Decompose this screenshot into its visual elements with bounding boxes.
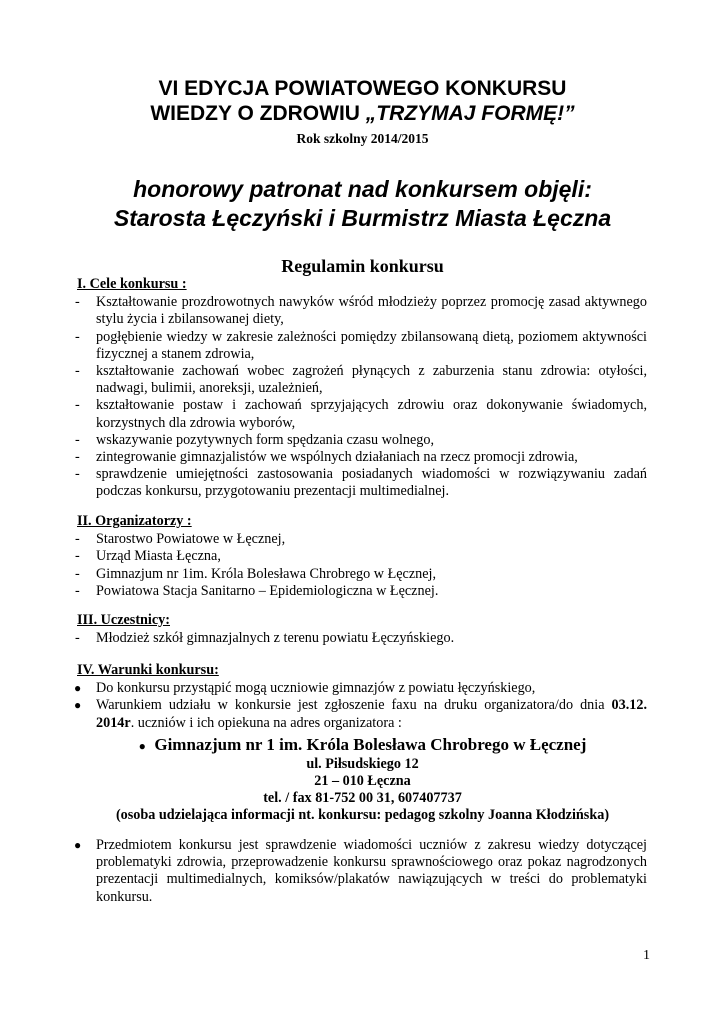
patronage-line-1: honorowy patronat nad konkursem objęli:: [133, 176, 592, 202]
list-item: [0, 566, 725, 583]
list-item: [0, 630, 725, 647]
bullet-marker: ●: [74, 838, 82, 852]
list-item: [0, 837, 725, 906]
list-item: [0, 329, 725, 363]
dash-marker: -: [75, 449, 80, 466]
section-organizers: [0, 513, 725, 600]
dash-marker: -: [75, 630, 80, 647]
dash-marker: -: [75, 582, 80, 599]
list-item-text: kształtowanie postaw i zachowań sprzyjających zdrowiu oraz dokonywanie świadomych, korzystnych dla zdrowia wyborów,: [96, 397, 647, 431]
section-heading: II. Organizatorzy :: [77, 513, 192, 529]
list-item-text: Przedmiotem konkursu jest sprawdzenie wiadomości uczniów z zakresu wiedzy dotyczącej problematyki zdrowia, przeprowadzenie konkursu sprawnościowego oraz pokaz nagrodzonych prezentacji multimedialnych, komiksów/plakatów nawiązujących w treści do problematyki konkursu.: [96, 837, 647, 905]
list-item: [0, 697, 725, 731]
list-item: [0, 680, 725, 697]
list-item: [0, 432, 725, 449]
title-line-2: [0, 101, 725, 126]
list-item: [0, 294, 725, 328]
address-city: 21 – 010 Łęczna: [314, 772, 411, 789]
title-line-2-italic: „TRZYMAJ FORMĘ!”: [365, 102, 575, 125]
bullet-marker: ●: [74, 681, 82, 696]
dash-marker: -: [75, 531, 80, 548]
list-item-text: zintegrowanie gimnazjalistów we wspólnych działaniach na rzecz promocji zdrowia,: [96, 449, 578, 466]
list-item-text: Starostwo Powiatowe w Łęcznej,: [96, 531, 286, 548]
title-line-1: VI EDYCJA POWIATOWEGO KONKURSU: [158, 77, 567, 100]
page-number: 1: [643, 948, 650, 963]
list-item: [0, 548, 725, 565]
list-item: [0, 531, 725, 548]
list-item-text: kształtowanie zachowań wobec zagrożeń płynących z zaburzenia stanu zdrowia: otyłości, nadwagi, bulimii, anoreksji, uzależnień,: [96, 363, 647, 397]
list-item: [0, 449, 725, 466]
list-item-text-post: . uczniów i ich opiekuna na adres organizatora :: [130, 714, 402, 731]
list-item-text: Urząd Miasta Łęczna,: [96, 548, 221, 565]
deadline-date: 03.12. 2014r: [96, 697, 647, 731]
list-item: [0, 466, 725, 500]
title-line-2-plain: WIEDZY O ZDROWIU: [150, 102, 366, 125]
list-item-text: Młodzież szkół gimnazjalnych z terenu powiatu Łęczyńskiego.: [96, 630, 455, 647]
section-conditions-continued: [0, 837, 725, 906]
section-conditions: [0, 662, 725, 824]
list-item-text: Gimnazjum nr 1im. Króla Bolesława Chrobrego w Łęcznej,: [96, 565, 437, 582]
list-item-text: Kształtowanie prozdrowotnych nawyków wśród młodzieży poprzez promocję zasad aktywnego stylu życia i zbilansowanej diety,: [96, 294, 647, 328]
list-item-text: sprawdzenie umiejętności zastosowania posiadanych wiadomości w rozwiązywaniu zadań podczas konkursu, przygotowaniu prezentacji multimedialnej.: [96, 466, 647, 500]
regulation-title: Regulamin konkursu: [281, 256, 444, 276]
dash-marker: -: [75, 328, 80, 345]
school-name: [0, 735, 725, 756]
section-heading: IV. Warunki konkursu:: [77, 662, 219, 678]
dash-marker: -: [75, 565, 80, 582]
address-street: ul. Piłsudskiego 12: [306, 755, 419, 772]
dash-marker: -: [75, 548, 80, 565]
bullet-marker: ●: [74, 698, 82, 713]
list-item-text: Powiatowa Stacja Sanitarno – Epidemiologiczna w Łęcznej.: [96, 582, 439, 599]
school-year: Rok szkolny 2014/2015: [296, 131, 429, 146]
section-goals: [0, 276, 725, 501]
section-heading: I. Cele konkursu :: [77, 276, 187, 292]
dash-marker: -: [75, 363, 80, 380]
address-contact: (osoba udzielająca informacji nt. konkursu: pedagog szkolny Joanna Kłodzińska): [115, 806, 610, 823]
list-item: [0, 583, 725, 600]
school-name-text: Gimnazjum nr 1 im. Króla Bolesława Chrobrego w Łęcznej: [154, 734, 587, 754]
bullet-marker: ●: [138, 738, 146, 753]
section-participants: [0, 612, 725, 647]
list-item: [0, 363, 725, 397]
dash-marker: -: [75, 466, 80, 483]
list-item: [0, 397, 725, 431]
dash-marker: -: [75, 431, 80, 448]
list-item-text-pre: Warunkiem udziału w konkursie jest zgłoszenie faxu na druku organizatora/do dnia: [96, 697, 612, 714]
dash-marker: -: [75, 397, 80, 414]
list-item-text: wskazywanie pozytywnych form spędzania czasu wolnego,: [96, 431, 435, 448]
patronage-line-2: Starosta Łęczyński i Burmistrz Miasta Łęczna: [113, 205, 612, 231]
list-item-text: pogłębienie wiedzy w zakresie zależności pomiędzy zbilansowaną dietą, poziomem aktywności fizycznej a stanem zdrowia,: [96, 328, 647, 362]
address-phone: tel. / fax 81-752 00 31, 607407737: [263, 789, 462, 806]
list-item-text: Do konkursu przystąpić mogą uczniowie gimnazjów z powiatu łęczyńskiego,: [96, 680, 536, 697]
section-heading: III. Uczestnicy:: [77, 612, 170, 628]
dash-marker: -: [75, 294, 80, 311]
